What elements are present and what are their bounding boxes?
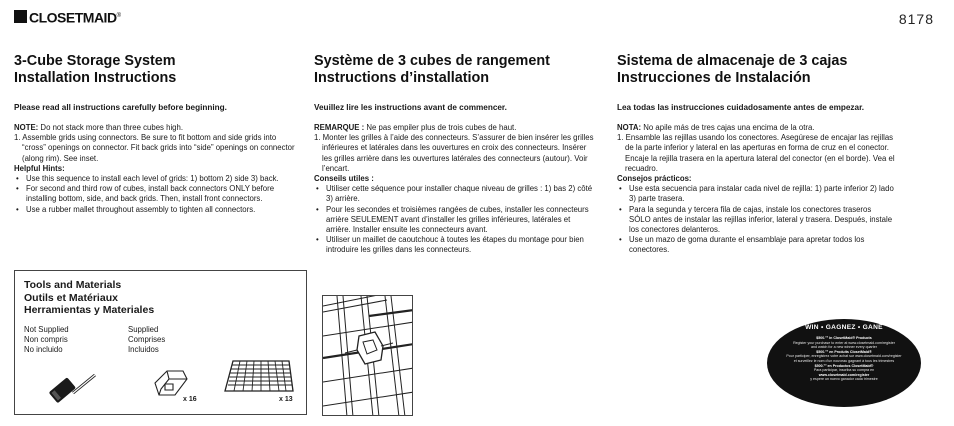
wire-grid-icon (223, 359, 295, 395)
column-french (314, 53, 596, 256)
list-item: • For second and third row of cubes, install back connectors ONLY before installing bottom, side, and back grids. Then, install front connectors. (14, 184, 296, 204)
note-text: REMARQUE : Ne pas empiler plus de trois cubes de haut. (314, 123, 517, 132)
list-item: • Utiliser un maillet de caoutchouc à toutes les étapes du montage pour bien introduire les grilles dans les connecteurs. (314, 235, 596, 255)
grid-quantity: x 13 (279, 396, 293, 403)
column-spanish (617, 53, 895, 256)
hints-heading: Consejos prácticos: (617, 174, 692, 184)
hints-heading: Helpful Hints: (14, 163, 65, 173)
step-1-text: 1. Assemble grids using connectors. Be sure to fit bottom and side grids into “cross” openings on connector. Fit back grids into “side” openings on connector (along rim). See inset. (14, 133, 295, 163)
hints-list (617, 184, 895, 255)
list-item: • Use un mazo de goma durante el ensamblaje para apretar todos los conectores. (617, 235, 895, 255)
tools-materials-box (14, 270, 307, 415)
note-text: NOTE: Do not stack more than three cubes high. (14, 123, 184, 132)
page-title: 3-Cube Storage System Installation Instructions (14, 53, 177, 86)
intro-text: Lea todas las instrucciones cuidadosamente antes de empezar. (617, 103, 865, 112)
list-item: • Use a rubber mallet throughout assembly to tighten all connectors. (14, 205, 296, 215)
hints-list (314, 184, 596, 255)
list-item: • Utiliser cette séquence pour installer chaque niveau de grilles : 1) bas 2) côté 3) arrière. (314, 184, 596, 204)
connector-quantity: x 16 (183, 396, 197, 403)
model-number: 8178 (898, 11, 934, 27)
page-title-es: Sistema de almacenaje de 3 cajas Instrucciones de Instalación (617, 53, 848, 86)
badge-text: $500.°° in ClosetMaid® Products Register your purchase to enter at www.closetmaid.com/register and watch for a new winner every quarter $500.°° en Produits ClosetMaid® Pour participer, enregistrez votre achat sur www.closetmaid.com/register et surveillez le nom d’un nouveau gagnant à tous les trimestres $500.°° en Productos ClosetMaid® Para participar, inscriba su compra en www.closetmaid.com/register y espere un nuevo ganador cada trimestre (786, 336, 902, 382)
list-item: • Use esta secuencia para instalar cada nivel de rejilla: 1) parte inferior 2) lado 3) parte trasera. (617, 184, 895, 204)
mallet-icon (43, 363, 99, 407)
connector-detail-icon (323, 296, 413, 416)
list-item: • Para la segunda y tercera fila de cajas, instale los conectores traseros SÓLO antes de instalar las rejillas inferior, lateral y trasera. Después, instale los conectores delanteros. (617, 205, 895, 236)
column-english (14, 53, 296, 215)
connector-inset-illustration (322, 295, 413, 416)
logo-mark-icon (14, 10, 27, 23)
intro-text: Veuillez lire les instructions avant de commencer. (314, 103, 507, 112)
closetmaid-logo (14, 9, 120, 25)
hints-heading: Conseils utiles : (314, 174, 374, 184)
tools-title: Tools and Materials Outils et Matériaux Herramientas y Materiales (24, 279, 155, 316)
not-supplied-label: Not Supplied Non compris No incluido (24, 325, 69, 354)
step-1-text: 1. Ensamble las rejillas usando los conectores. Asegúrese de encajar las rejillas de la parte inferior y lateral en las aperturas en forma de cruz en el conector. Encaje la rejilla trasera en la apertura lateral del conector (en el borde). Vea el recuadro. (617, 133, 895, 173)
hints-list (14, 174, 296, 215)
intro-text: Please read all instructions carefully before beginning. (14, 103, 227, 112)
supplied-label: Supplied Comprises Incluidos (128, 325, 166, 354)
list-item: • Use this sequence to install each level of grids: 1) bottom 2) side 3) back. (14, 174, 296, 184)
list-item: • Pour les secondes et troisièmes rangées de cubes, installer les connecteurs arrière SEULEMENT avant d’installer les grilles inférieures, latérales et arrière. Installer ensuite les connecteurs avant. (314, 205, 596, 236)
badge-headline: WIN • GAGNEZ • GANE (805, 324, 883, 331)
step-1-text: 1. Monter les grilles à l’aide des connecteurs. S’assurer de bien insérer les grilles inférieures et latérales dans les ouvertures en croix des connecteurs. Insérer les grilles arrière dans les ouvertures latérales des connecteurs (autour). Voir l’encart. (314, 133, 594, 173)
note-text: NOTA: No apile más de tres cajas una encima de la otra. (617, 123, 815, 132)
win-promo-badge (766, 318, 922, 408)
logo-text: CLOSETMAID® (29, 9, 121, 26)
page-title-fr: Système de 3 cubes de rangement Instructions d’installation (314, 53, 550, 86)
